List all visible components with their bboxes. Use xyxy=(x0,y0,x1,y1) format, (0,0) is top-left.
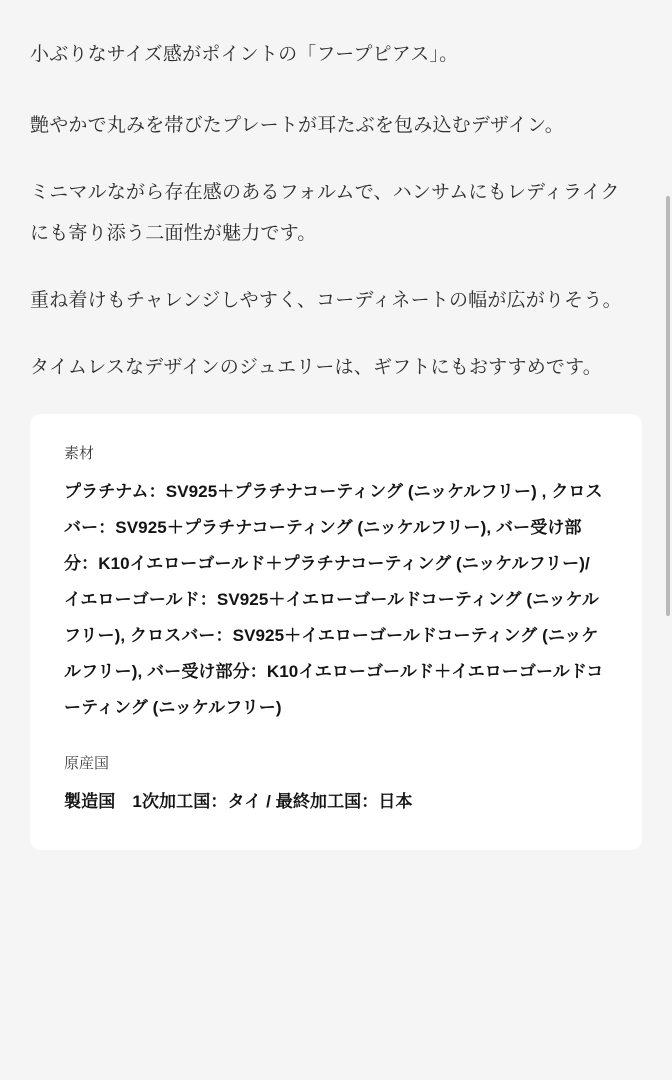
description-paragraph-5: タイムレスなデザインのジュエリーは、ギフトにもおすすめです。 xyxy=(30,357,603,378)
description-paragraph-2: 艶やかで丸みを帯びたプレートが耳たぶを包み込むデザイン。 xyxy=(30,115,564,136)
page-scrollbar-track[interactable] xyxy=(666,0,672,1080)
spec-value-origin: 製造国 1次加工国：タイ / 最終加工国：日本 xyxy=(64,792,413,811)
page-scrollbar-thumb[interactable] xyxy=(666,196,670,616)
spec-item-material xyxy=(64,442,608,726)
specification-card xyxy=(30,414,642,850)
spec-label-origin: 原産国 xyxy=(64,755,110,772)
description-paragraph-3: ミニマルながら存在感のあるフォルムで、ハンサムにもレディライクにも寄り添う二面性が魅力です。 xyxy=(30,182,620,244)
spec-item-origin xyxy=(64,752,608,820)
spec-label-material: 素材 xyxy=(64,445,95,462)
spec-value-material: プラチナム：SV925＋プラチナコーティング (ニッケルフリー) , クロスバー：SV925＋プラチナコーティング (ニッケルフリー), バー受け部分：K10イエローゴールド＋プラチナコーティング (ニッケルフリー)/ イエローゴールド：SV925＋イエローゴールドコーティング (ニッケルフリー), クロスバー：SV925＋イエローゴールドコーティング (ニッケルフリー), バー受け部分：K10イエローゴールド＋イエローゴールドコーティング (ニッケルフリー) xyxy=(64,482,604,717)
description-paragraph-1: 小ぶりなサイズ感がポイントの「フープピアス」。 xyxy=(30,44,459,65)
description-paragraph-4: 重ね着けもチャレンジしやすく、コーディネートの幅が広がりそう。 xyxy=(30,290,622,311)
